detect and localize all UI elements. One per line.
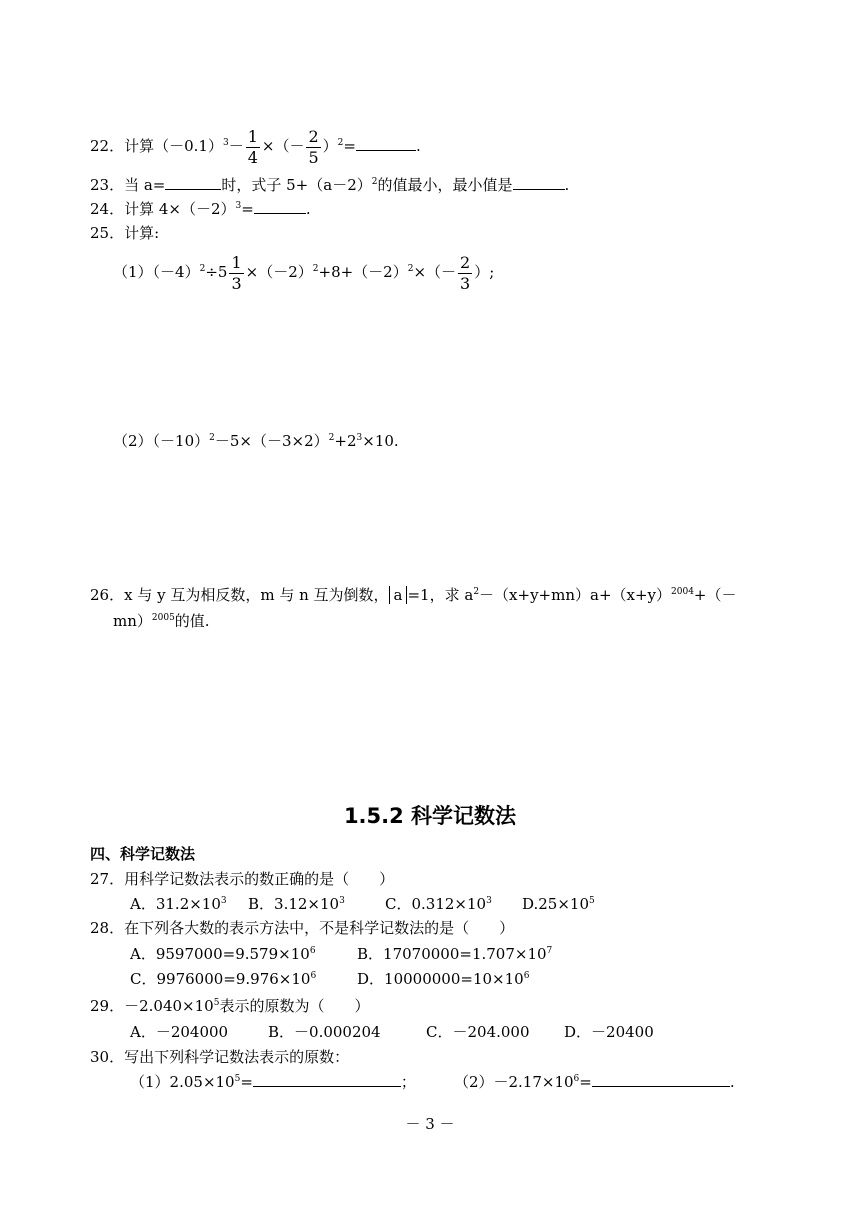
option-a[interactable]: A．$9597000=9.579\times 10^6$ [130, 945, 316, 963]
option-a[interactable]: A．$31.2\times 10^3$ [130, 895, 227, 913]
question-30: 30．写出下列科学记数法表示的原数： [90, 1048, 350, 1066]
answer-blank[interactable] [356, 136, 416, 151]
fraction: $\frac{1}{4}$ [247, 126, 258, 167]
option-c[interactable]: C．$0.312\times 10^3$ [385, 895, 492, 913]
fraction: $\frac{2}{5}$ [308, 126, 319, 167]
option-d[interactable]: $D.25\times 10^5$ [522, 895, 595, 913]
section-title: 1.5.2 科学记数法 [343, 804, 517, 828]
question-number: 28． [90, 919, 125, 937]
question-29: 29．$-2.040\times 10^5$表示的原数为（ ） [90, 997, 370, 1015]
question-26: 26．x 与 y 互为相反数，m 与 n 互为倒数， a =1，求 $a^2-(x+y+mn)a+(x+y)^{2004}+(-$ [90, 586, 737, 604]
answer-blank[interactable] [165, 175, 221, 190]
question-23: 23．当 a= 时，式子 $5+(a-2)^2$的值最小，最小值是 . [90, 176, 570, 194]
answer-blank[interactable] [592, 1072, 730, 1087]
question-28: 28．在下列各大数的表示方法中，不是科学记数法的是（ ） [90, 919, 515, 937]
option-b[interactable]: B．－0.000204 [268, 1023, 381, 1041]
option-b[interactable]: B．$3.12\times 10^3$ [248, 895, 345, 913]
question-27: 27．用科学记数法表示的数正确的是（ ） [90, 870, 395, 888]
answer-blank[interactable] [254, 199, 306, 214]
answer-blank[interactable] [513, 175, 565, 190]
section-heading: 四、科学记数法 [90, 845, 196, 863]
option-b[interactable]: B．$17070000=1.707\times 10^7$ [357, 945, 553, 963]
absolute-value: a [389, 586, 408, 604]
question-25-part-2: $(2)(-10)^2-5\times(-3\times 2)^2+2^3\times 10$. [113, 432, 399, 450]
option-c[interactable]: C．$9976000=9.976\times 10^6$ [130, 970, 317, 988]
question-number: 24． [90, 200, 125, 218]
question-25: 25．计算: [90, 224, 160, 242]
question-27-options [130, 894, 595, 914]
question-30-parts: $(1)2.05\times 10^5=$ ； $(2)-2.17\times 10^6=$ . [130, 1073, 735, 1091]
fraction: $\frac{2}{3}$ [460, 252, 471, 293]
question-number: 25． [90, 224, 125, 242]
question-number: 29． [90, 997, 125, 1015]
question-29-options [130, 1022, 654, 1042]
question-26-continued: mn）$^{2005}$的值. [113, 612, 210, 630]
question-28-options-row-1 [130, 944, 552, 964]
page-number: － 3 － [405, 1115, 455, 1133]
option-a[interactable]: A．－204000 [130, 1023, 229, 1041]
fraction: $\frac{1}{3}$ [231, 252, 242, 293]
question-number: 22． [90, 137, 125, 155]
option-d[interactable]: D．－20400 [564, 1023, 654, 1041]
question-number: 30． [90, 1048, 125, 1066]
answer-blank[interactable] [253, 1072, 401, 1087]
option-c[interactable]: C．－204.000 [426, 1023, 530, 1041]
question-number: 23． [90, 176, 125, 194]
question-25-part-1: $(1)(-4)^2\div 5$ $\frac{1}{3}$ $\times(-2)^2+8+(-2)^2\times(-$ $\frac{2}{3}$ ）; [113, 252, 495, 293]
question-22: 22．计算$(-0.1)^3-$ $\frac{1}{4}$ ×（－ $\frac{2}{5}$ ）$^2$= . [90, 126, 421, 167]
question-number: 26． [90, 586, 125, 604]
question-24: 24．计算 $4\times(-2)^3=$ . [90, 200, 311, 218]
question-28-options-row-2 [130, 969, 529, 989]
option-d[interactable]: D．$10000000=10\times 10^6$ [357, 970, 530, 988]
question-number: 27． [90, 870, 125, 888]
